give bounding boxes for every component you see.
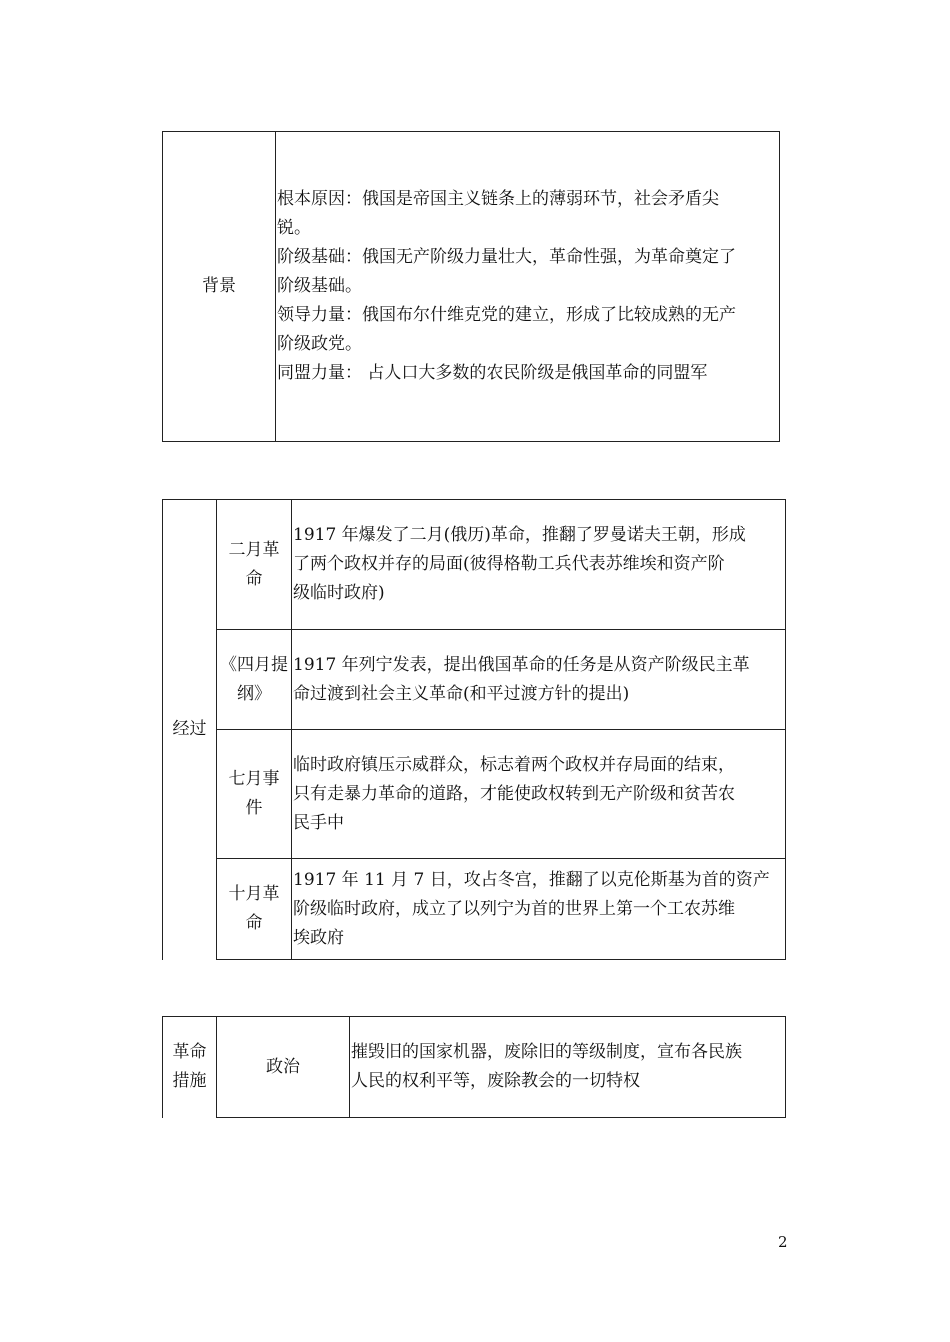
event-name — [217, 859, 292, 960]
event-description — [292, 630, 786, 730]
text-line: 同盟力量： 占人口大多数的农民阶级是俄国革命的同盟军 — [277, 363, 708, 383]
politics-label: 政治 — [217, 1017, 350, 1118]
text-line: 埃政府 — [293, 927, 344, 948]
event-name-line: 命 — [245, 568, 263, 589]
text-line: 领导力量：俄国布尔什维克党的建立，形成了比较成熟的无产 — [277, 305, 736, 325]
text-line: 阶级基础：俄国无产阶级力量壮大，革命性强，为革命奠定了 — [277, 247, 736, 267]
measures-label-line: 措施 — [172, 1071, 207, 1092]
event-name-line: 命 — [245, 913, 263, 933]
event-name — [217, 730, 292, 859]
background-label: 背景 — [163, 132, 276, 442]
event-name — [217, 630, 292, 730]
text-line: 根本原因：俄国是帝国主义链条上的薄弱环节，社会矛盾尖 — [277, 189, 719, 209]
text-line: 级临时政府) — [293, 583, 385, 603]
event-name-line: 《四月提 — [220, 654, 288, 675]
event-name — [217, 500, 292, 630]
text-line: 民手中 — [293, 812, 344, 833]
process-table — [162, 499, 786, 960]
background-content — [276, 132, 780, 442]
text-line: 命过渡到社会主义革命(和平过渡方针的提出) — [293, 683, 630, 704]
text-line: 阶级基础。 — [277, 276, 362, 296]
text-line: 人民的权利平等，废除教会的一切特权 — [351, 1071, 640, 1091]
measures-table — [162, 1016, 786, 1118]
event-description — [292, 730, 786, 859]
text-line: 1917 年列宁发表，提出俄国革命的任务是从资产阶级民主革 — [293, 654, 750, 675]
text-line: 了两个政权并存的局面(彼得格勒工兵代表苏维埃和资产阶 — [293, 554, 725, 574]
page-number: 2 — [778, 1233, 788, 1251]
event-name-line: 二月革 — [228, 539, 280, 560]
text-line: 阶级政党。 — [277, 334, 362, 354]
event-name-line: 十月革 — [228, 884, 280, 904]
event-name-line: 七月事 — [228, 769, 280, 789]
event-description — [292, 500, 786, 630]
event-name-line: 件 — [245, 798, 263, 818]
text-line: 1917 年爆发了二月(俄历)革命，推翻了罗曼诺夫王朝，形成 — [293, 525, 746, 545]
measures-label-line: 革命 — [172, 1042, 207, 1063]
politics-description — [350, 1017, 786, 1118]
text-line: 摧毁旧的国家机器，废除旧的等级制度，宣布各民族 — [351, 1042, 742, 1062]
measures-label — [163, 1017, 217, 1118]
text-line: 1917 年 11 月 7 日，攻占冬宫，推翻了以克伦斯基为首的资产 — [293, 869, 770, 890]
text-line: 只有走暴力革命的道路，才能使政权转到无产阶级和贫苦农 — [293, 783, 735, 804]
process-label: 经过 — [163, 500, 217, 960]
event-name-line: 纲》 — [237, 683, 271, 704]
event-description — [292, 859, 786, 960]
text-line: 阶级临时政府，成立了以列宁为首的世界上第一个工农苏维 — [293, 898, 735, 919]
background-table — [162, 131, 780, 442]
text-line: 锐。 — [277, 218, 311, 238]
text-line: 临时政府镇压示威群众，标志着两个政权并存局面的结束， — [293, 754, 735, 775]
